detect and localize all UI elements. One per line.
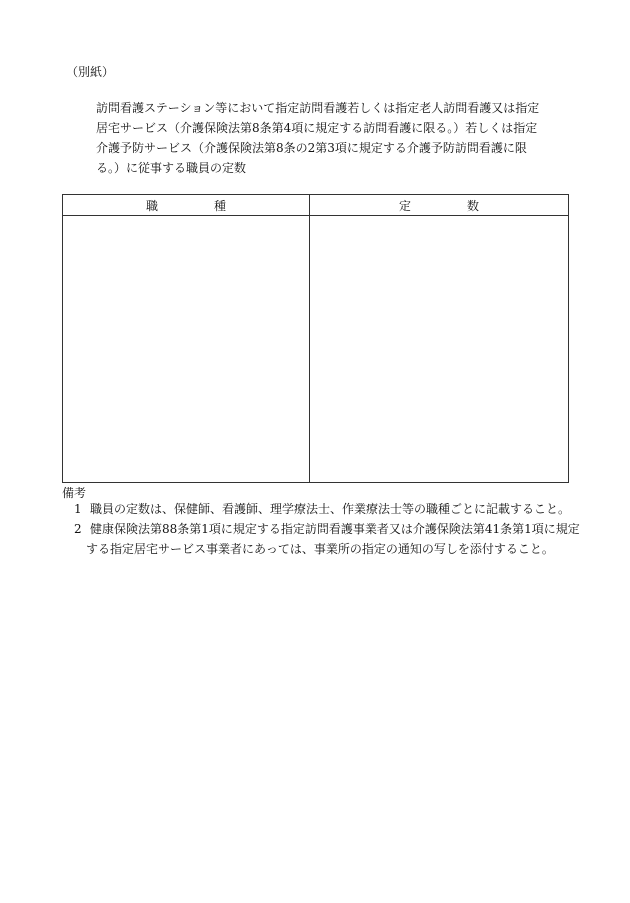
document-label: （別紙） — [66, 65, 115, 79]
remark-item-2 — [74, 519, 580, 559]
title-line: る。）に従事する職員の定数 — [96, 161, 247, 175]
job-type-cell — [63, 216, 310, 483]
title-line: 介護予防サービス（介護保険法第8条の2第3項に規定する介護予防訪問看護に限 — [96, 141, 527, 155]
remark-number: 1 — [74, 502, 82, 516]
header-job-type: 職種 — [63, 195, 310, 216]
title-line: 居宅サービス（介護保険法第8条第4項に規定する訪問看護に限る。）若しくは指定 — [96, 121, 538, 135]
remark-text: 職員の定数は、保健師、看護師、理学療法士、作業療法士等の職種ごとに記載すること。 — [90, 502, 571, 516]
remark-text: 健康保険法第88条第1項に規定する指定訪問看護事業者又は介護保険法第41条第1項に規定 — [90, 522, 580, 536]
staff-count-table — [62, 194, 569, 483]
remark-number: 2 — [74, 522, 82, 536]
remarks-heading: 備考 — [62, 486, 87, 500]
title-line: 訪問看護ステーション等において指定訪問看護若しくは指定老人訪問看護又は指定 — [96, 101, 540, 115]
staff-count-cell — [310, 216, 569, 483]
table-row — [63, 216, 569, 483]
header-staff-count: 定数 — [310, 195, 569, 216]
remark-item-1 — [74, 499, 570, 519]
remark-text-continued: する指定居宅サービス事業者にあっては、事業所の指定の通知の写しを添付すること。 — [86, 542, 554, 556]
table-header-row — [63, 195, 569, 216]
document-title — [96, 98, 546, 178]
